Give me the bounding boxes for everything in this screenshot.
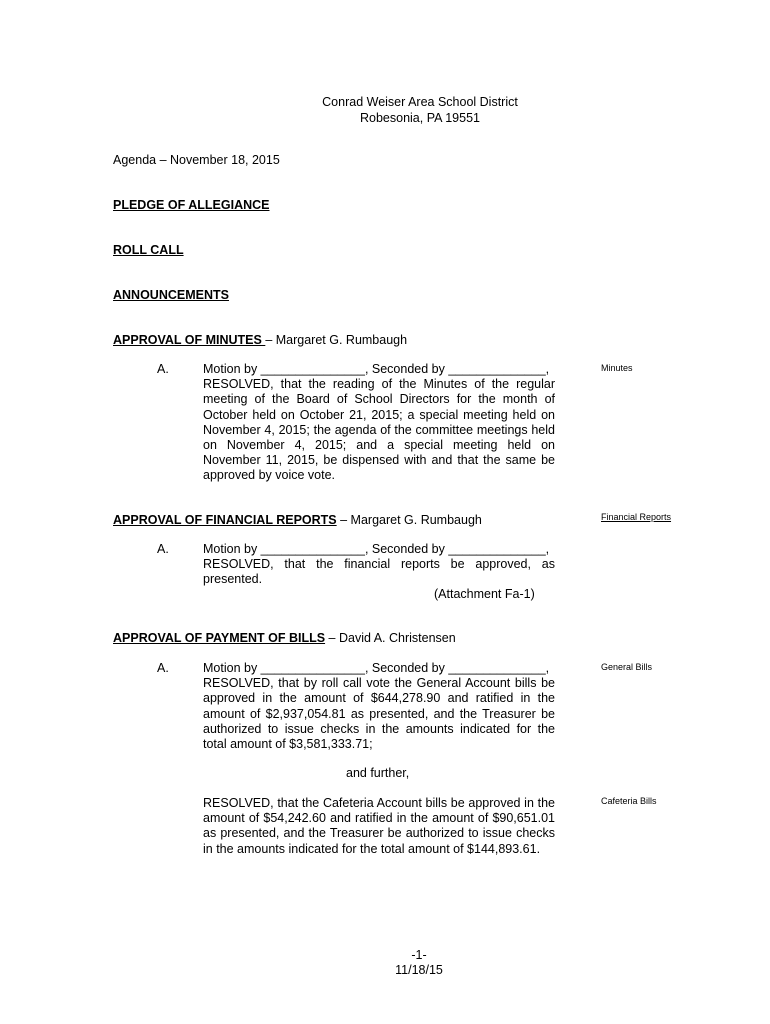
- district-name: Conrad Weiser Area School District: [322, 95, 518, 109]
- financial-item-letter: A.: [157, 542, 169, 556]
- bills-item-letter: A.: [157, 661, 169, 675]
- minutes-resolution: RESOLVED, that the reading of the Minutes of the regular meeting of the Board of School Directors for the month of October held on October 21, 2015; a special meeting held on November 4, 2015; the agenda of the committee meetings held on November 4, 2015; and a special meeting held on November 11, 2015, be dispensed with and that the same be approved by voice vote.: [203, 377, 555, 483]
- financial-attachment: (Attachment Fa-1): [434, 587, 535, 601]
- bills-heading: APPROVAL OF PAYMENT OF BILLS: [113, 631, 326, 645]
- bills-motion: Motion by _______________, Seconded by ______________,: [203, 661, 550, 675]
- announcements-heading: ANNOUNCEMENTS: [113, 288, 229, 302]
- minutes-item: [203, 362, 555, 484]
- document-header: [0, 94, 770, 126]
- financial-item: [203, 542, 555, 588]
- minutes-margin-note: Minutes: [601, 363, 633, 373]
- minutes-item-letter: A.: [157, 362, 169, 376]
- minutes-heading-line: [113, 333, 407, 347]
- general-bills-margin-note: General Bills: [601, 662, 653, 672]
- minutes-heading: APPROVAL OF MINUTES: [113, 333, 266, 347]
- bills-cafeteria-resolution: RESOLVED, that the Cafeteria Account bills be approved in the amount of $54,242.60 and ratified in the amount of $90,651.01 as presented, and the Treasurer be authorized to issue checks in the amounts indicated for the total amount of $144,893.61.: [203, 796, 555, 856]
- financial-motion: Motion by _______________, Seconded by ______________,: [203, 542, 550, 556]
- page-number: -1-: [411, 948, 427, 962]
- financial-heading: APPROVAL OF FINANCIAL REPORTS: [113, 513, 337, 527]
- roll-call-heading: ROLL CALL: [113, 243, 184, 257]
- bills-general-item: [203, 661, 555, 752]
- bills-heading-line: [113, 631, 456, 645]
- page-footer: [369, 948, 469, 978]
- pledge-heading: PLEDGE OF ALLEGIANCE: [113, 198, 270, 212]
- bills-presenter: – David A. Christensen: [325, 631, 456, 645]
- financial-margin-note: Financial Reports: [601, 512, 672, 522]
- and-further: and further,: [346, 766, 410, 780]
- cafeteria-bills-margin-note: Cafeteria Bills: [601, 796, 657, 806]
- minutes-presenter: – Margaret G. Rumbaugh: [265, 333, 408, 347]
- minutes-motion: Motion by _______________, Seconded by ______________,: [203, 362, 550, 376]
- footer-date: 11/18/15: [395, 963, 443, 977]
- financial-resolution: RESOLVED, that the financial reports be approved, as presented.: [203, 557, 555, 587]
- bills-general-resolution: RESOLVED, that by roll call vote the General Account bills be approved in the amount of $644,278.90 and ratified in the amount of $2,937,054.81 as presented, and the Treasurer be authorized to issue checks in the amounts indicated for the total amount of $3,581,333.71;: [203, 676, 555, 752]
- agenda-date: Agenda – November 18, 2015: [113, 153, 280, 167]
- district-location: Robesonia, PA 19551: [359, 111, 480, 125]
- financial-heading-line: [113, 513, 482, 527]
- financial-presenter: – Margaret G. Rumbaugh: [336, 513, 482, 527]
